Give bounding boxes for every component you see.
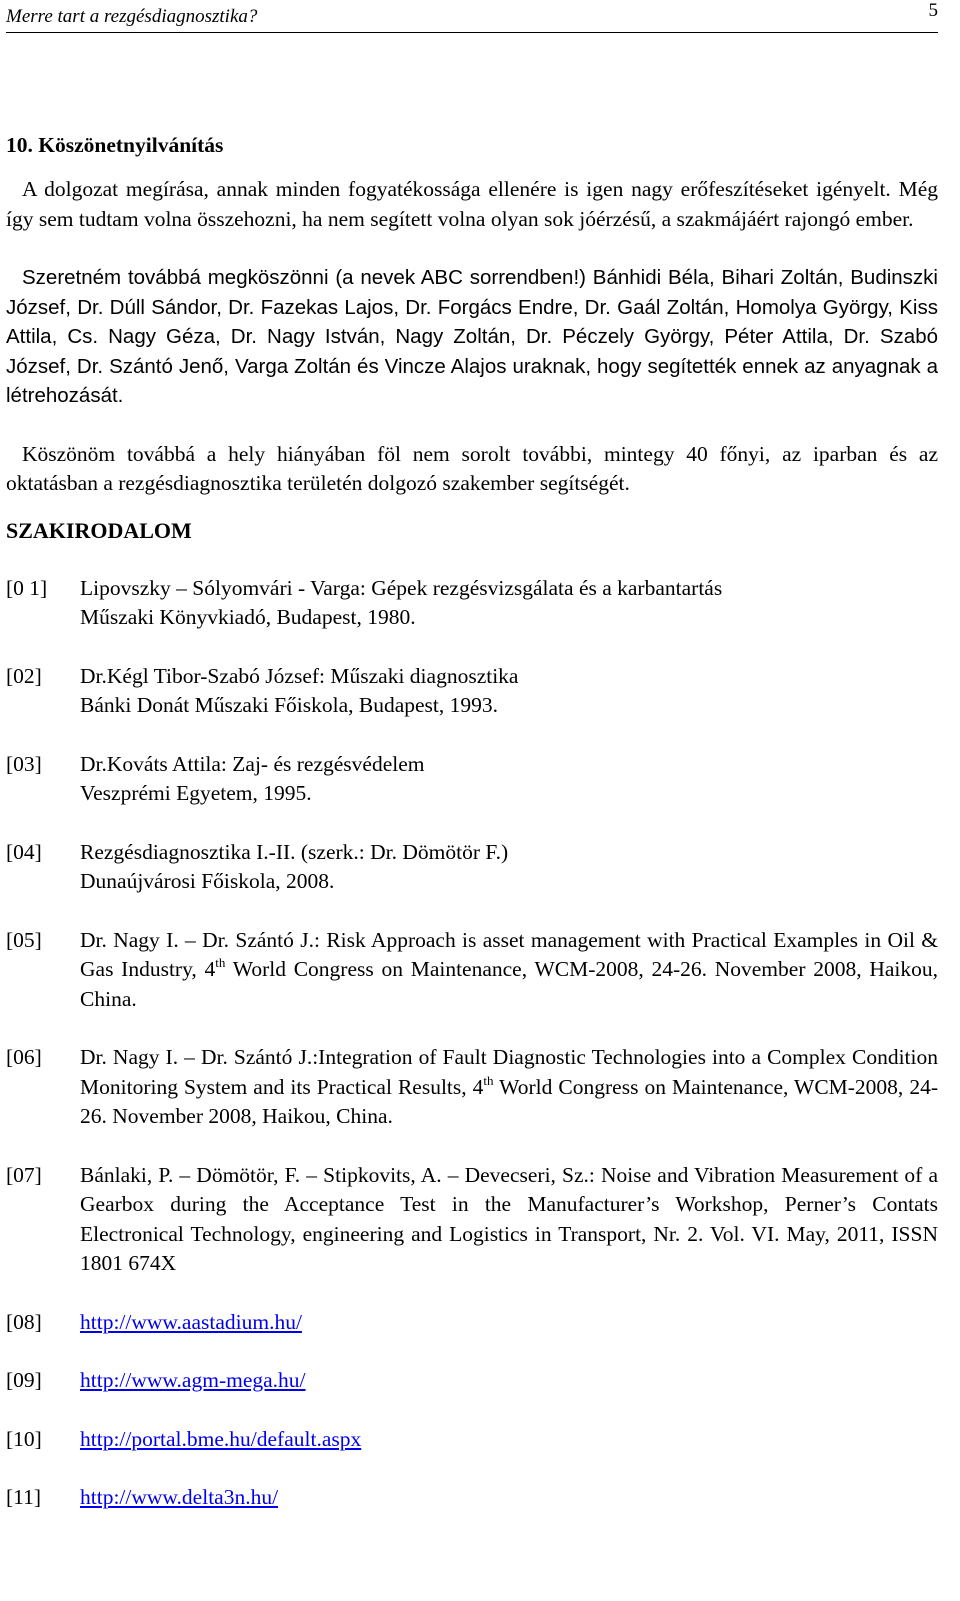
reference-text [80, 926, 938, 1015]
page-content [6, 130, 938, 1542]
reference-text [80, 750, 938, 809]
superscript: th [215, 955, 226, 970]
reference-number: [11] [6, 1485, 42, 1509]
reference-number: [04] [6, 839, 42, 864]
acknowledgement-paragraph-1: A dolgozat megírása, annak minden fogyatékossága ellenére is igen nagy erőfeszítéseket igényelt. Még így sem tudtam volna összehozni, ha nem segített volna olyan sok jóérzésű, a szakmájáért rajongó ember. [6, 177, 938, 231]
reference-text [80, 1483, 938, 1513]
reference-number: [09] [6, 1368, 42, 1392]
reference-number: [07] [6, 1162, 42, 1187]
reference-number: [10] [6, 1426, 42, 1451]
reference-link[interactable]: http://portal.bme.hu/default.aspx [80, 1426, 362, 1451]
reference-item [6, 1425, 938, 1455]
reference-number: [05] [6, 927, 42, 952]
reference-item [6, 1043, 938, 1132]
reference-item [6, 574, 938, 633]
reference-link[interactable]: http://www.delta3n.hu/ [80, 1485, 279, 1509]
reference-text-part: World Congress on Maintenance, WCM-2008, 24-26. November 2008, Haikou, China. [80, 957, 938, 1011]
reference-link[interactable]: http://www.agm-mega.hu/ [80, 1368, 306, 1392]
reference-item [6, 750, 938, 809]
reference-text [80, 662, 938, 721]
reference-number: [06] [6, 1045, 42, 1069]
reference-text [80, 574, 938, 633]
reference-text [80, 1366, 938, 1396]
reference-text-part: Dr. Nagy I. – Dr. Szántó J.:Integration of Fault Diagnostic Technologies into a Complex Condition Monitoring System and its Practical Results, 4 [80, 1045, 938, 1099]
reference-line: Veszprémi Egyetem, 1995. [80, 781, 312, 805]
running-title: Merre tart a rezgésdiagnosztika? [6, 6, 258, 27]
reference-item [6, 1308, 938, 1338]
reference-number: [03] [6, 751, 42, 776]
reference-line: Dunaújvárosi Főiskola, 2008. [80, 869, 335, 893]
bibliography-heading: SZAKIRODALOM [6, 517, 192, 543]
reference-line: Rezgésdiagnosztika I.-II. (szerk.: Dr. Dömötör F.) [80, 839, 509, 864]
reference-item [6, 926, 938, 1015]
reference-link[interactable]: http://www.aastadium.hu/ [80, 1309, 302, 1334]
reference-item [6, 1366, 938, 1396]
reference-text-part: Dr. Nagy I. – Dr. Szántó J.: Risk Approach is asset management with Practical Examples in Oil & Gas Industry, 4 [80, 927, 938, 981]
acknowledgement-paragraph-2: Szeretném továbbá megköszönni (a nevek ABC sorrendben!) Bánhidi Béla, Bihari Zoltán, Budinszki József, Dr. Dúll Sándor, Dr. Fazekas Lajos, Dr. Forgács Endre, Dr. Gaál Zoltán, Homolya György, Kiss Attila, Cs. Nagy Géza, Dr. Nagy István, Nagy Zoltán, Dr. Péczely György, Péter Attila, Dr. Szabó József, Dr. Szántó Jenő, Varga Zoltán és Vincze Alajos uraknak, hogy segítették ennek az anyagnak a létrehozását. [6, 266, 938, 407]
reference-number: [02] [6, 663, 42, 688]
reference-item [6, 1483, 938, 1513]
reference-item [6, 1161, 938, 1279]
reference-line: Dr.Kégl Tibor-Szabó József: Műszaki diagnosztika [80, 663, 519, 688]
page-number: 5 [928, 0, 938, 21]
reference-text [80, 1308, 938, 1338]
reference-text [80, 1043, 938, 1132]
reference-line: Bánki Donát Műszaki Főiskola, Budapest, 1993. [80, 693, 499, 717]
acknowledgement-paragraph-3: Köszönöm továbbá a hely hiányában föl nem sorolt további, mintegy 40 főnyi, az iparban és az oktatásban a rezgésdiagnosztika területén dolgozó szakember segítségét. [6, 441, 938, 495]
section-title: 10. Köszönetnyilvánítás [6, 133, 224, 157]
reference-text-part: World Congress on Maintenance, WCM-2008, 24-26. November 2008, Haikou, China. [80, 1074, 938, 1128]
running-header [6, 2, 938, 33]
reference-line: Lipovszky – Sólyomvári - Varga: Gépek rezgésvizsgálata és a karbantartás [80, 575, 723, 600]
reference-line: Műszaki Könyvkiadó, Budapest, 1980. [80, 605, 416, 629]
reference-line: Dr.Kováts Attila: Zaj- és rezgésvédelem [80, 751, 425, 776]
reference-text: Bánlaki, P. – Dömötör, F. – Stipkovits, A. – Devecseri, Sz.: Noise and Vibration Measurement of a Gearbox during the Acceptance Test in the Manufacturer’s Workshop, Perner’s Contats Electronical Technology, engineering and Logistics in Transport, Nr. 2. Vol. VI. May, 2011, ISSN 1801 674X [80, 1162, 938, 1275]
reference-number: [0 1] [6, 575, 48, 600]
reference-item [6, 838, 938, 897]
bibliography-list [6, 574, 938, 1513]
reference-text [80, 838, 938, 897]
reference-number: [08] [6, 1309, 42, 1334]
superscript: th [483, 1072, 494, 1088]
reference-text [80, 1425, 938, 1455]
reference-item [6, 662, 938, 721]
